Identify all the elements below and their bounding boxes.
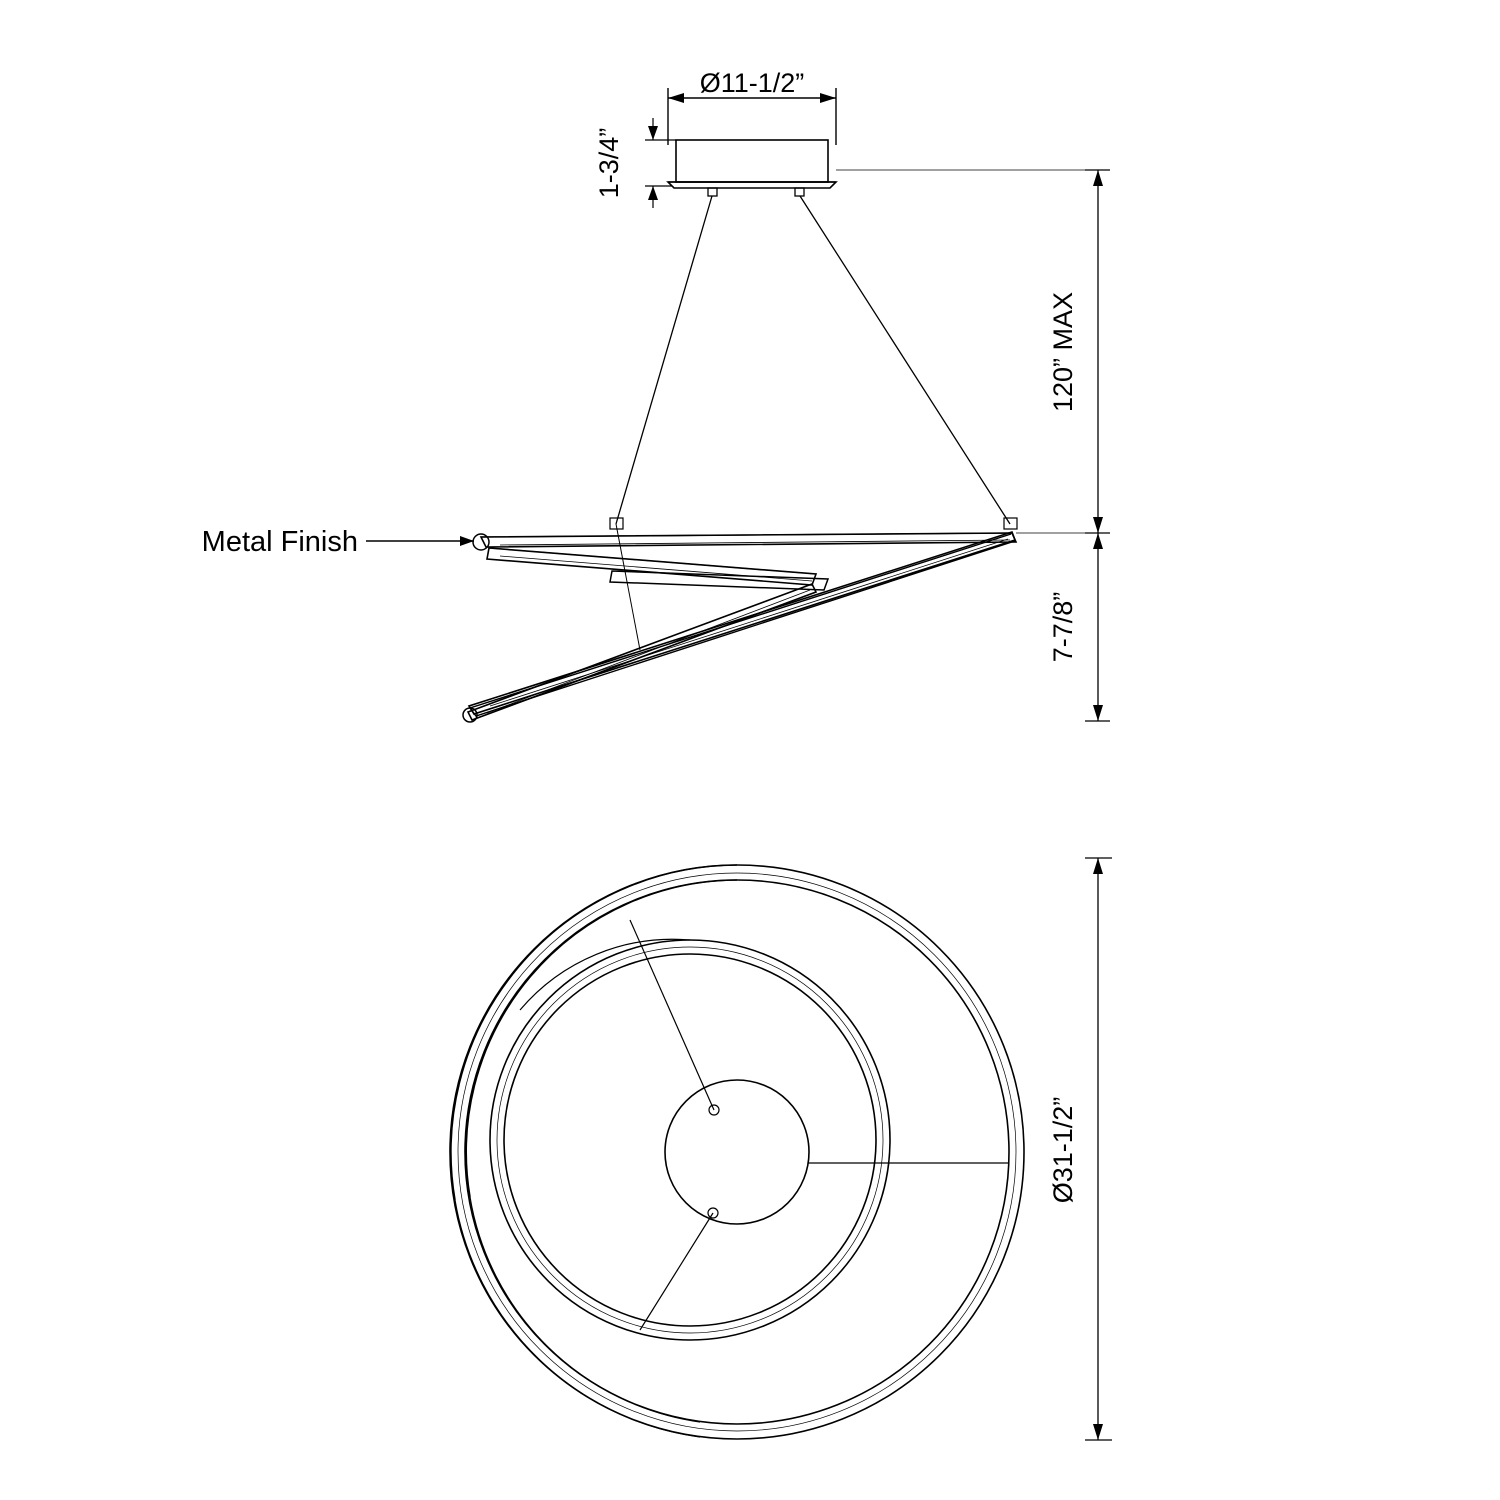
fixture-height-dimension	[480, 533, 1110, 721]
outer-ring	[450, 865, 1024, 1439]
metal-finish-label: Metal Finish	[201, 526, 358, 558]
fixture-height-text: 7-7/8”	[1048, 591, 1078, 663]
center-hub	[665, 1080, 809, 1224]
canopy-height-dimension	[645, 118, 676, 208]
canopy-height-text: 1-3/4”	[594, 127, 624, 199]
max-drop-text: 120” MAX	[1048, 291, 1078, 413]
fixture-diameter-dimension	[1085, 858, 1112, 1440]
canopy-diameter-text: Ø11-1/2”	[699, 68, 805, 98]
side-elevation-view	[366, 88, 1110, 722]
plan-cables	[630, 920, 1008, 1330]
fixture-diameter-text: Ø31-1/2”	[1048, 1096, 1078, 1204]
bottom-plan-view	[450, 858, 1112, 1440]
spiral-band	[451, 865, 890, 1437]
fixture-body-elevation	[463, 532, 1016, 722]
metal-finish-leader	[366, 536, 474, 546]
canopy	[668, 140, 836, 196]
